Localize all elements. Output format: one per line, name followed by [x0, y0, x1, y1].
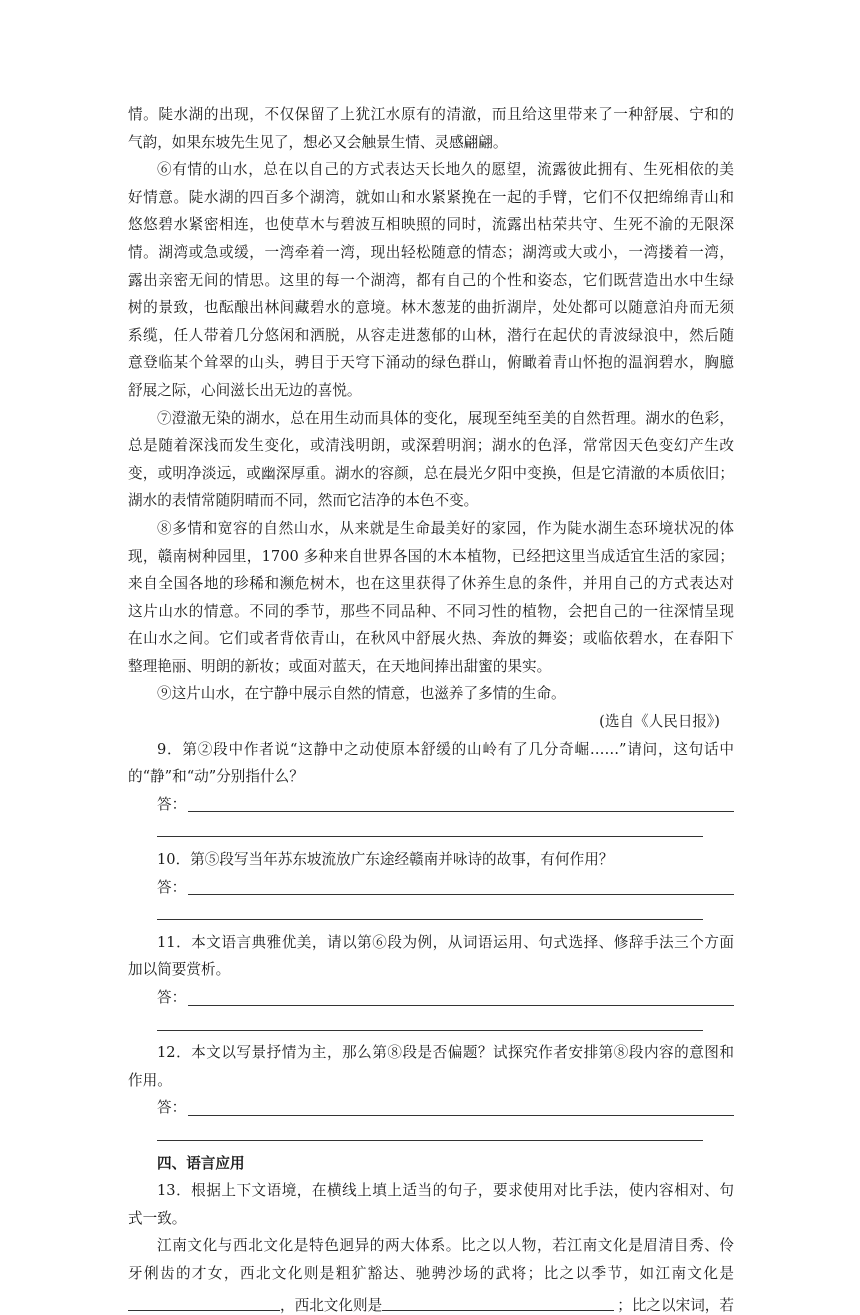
answer-line[interactable]: [188, 1097, 734, 1116]
paragraph-8-line: 这片山水的情意。不同的季节，那些不同品种、不同习性的植物，会把自己的一往深情呈现: [128, 602, 734, 620]
paragraph-6-line: 舒展之际，心间滋长出无边的喜悦。: [128, 381, 362, 399]
answer-11[interactable]: [128, 984, 734, 1012]
question-12-line: 12．本文以写景抒情为主，那么第⑧段是否偏题？试探究作者安排第⑧段内容的意图和: [157, 1044, 734, 1062]
question-13-text-line: 牙俐齿的才女，西北文化则是粗犷豁达、驰骋沙场的武将；比之以季节，如江南文化是: [128, 1264, 734, 1282]
answer-label: 答：: [157, 795, 187, 813]
paragraph-6-line: 好情意。陡水湖的四百多个湖湾，就如山和水紧紧挽在一起的手臂，它们不仅把绵绵青山和: [128, 188, 734, 206]
paragraph-8-line: 在山水之间。它们或者背依青山，在秋风中舒展火热、奔放的舞姿；或临依碧水，在春阳下: [128, 630, 734, 648]
question-9-line: 的“静”和“动”分别指什么？: [128, 768, 304, 786]
paragraph-6-line: 情。湖湾或急或缓，一湾牵着一湾，现出轻松随意的情态；湖湾或大或小，一湾搂着一湾，: [128, 243, 734, 261]
text-column: [128, 101, 734, 1315]
answer-10-continuation[interactable]: [128, 901, 734, 929]
section-heading: 四、语言应用: [157, 1154, 245, 1172]
fill-text-end: ；比之以宋词，若: [617, 1297, 734, 1315]
answer-12[interactable]: [128, 1094, 734, 1122]
paragraph-7-line: ⑦澄澈无染的湖水，总在用生动而具体的变化，展现至纯至美的自然哲理。湖水的色彩，: [157, 409, 734, 427]
answer-label: 答：: [157, 1099, 187, 1117]
answer-line[interactable]: [157, 1122, 703, 1141]
source-citation: (选自《人民日报》): [599, 713, 720, 731]
answer-11-continuation[interactable]: [128, 1012, 734, 1040]
paragraph-6-line: ⑥有情的山水，总在以自己的方式表达天长地久的愿望，流露彼此拥有、生死相依的美: [157, 161, 734, 179]
paragraph-8-line: 现，赣南树种园里，1700 多种来自世界各国的木本植物，已经把这里当成适宜生活的家园；: [128, 547, 734, 565]
fill-text-mid: ，西北文化则是: [280, 1297, 383, 1315]
paragraph-6-line: 露出亲密无间的情思。这里的每一个湖湾，都有自己的个性和姿态，它们既营造出水中生绿: [128, 271, 734, 289]
answer-label: 答：: [157, 989, 187, 1006]
question-13-fill-row: [128, 1288, 734, 1315]
answer-line[interactable]: [157, 1012, 703, 1031]
paragraph-6-line: 树的景致，也酝酿出林间藏碧水的意境。林木葱茏的曲折湖岸，处处都可以随意泊舟而无须: [128, 299, 734, 317]
answer-10[interactable]: [128, 874, 734, 902]
answer-9-continuation[interactable]: [128, 818, 734, 846]
paragraph-6-line: 系缆，任人带着几分悠闲和洒脱，从容走进葱郁的山林，潜行在起伏的青波绿浪中，然后随: [128, 326, 734, 344]
question-13-line: 式一致。: [128, 1209, 187, 1227]
answer-12-continuation[interactable]: [128, 1122, 734, 1150]
fill-blank-1[interactable]: [128, 1292, 280, 1311]
paragraph-line: 气韵，如果东坡先生见了，想必又会触景生情、灵感翩翩。: [128, 133, 508, 151]
answer-line[interactable]: [188, 793, 734, 812]
paragraph-7-line: 变，或明净淡远，或幽深厚重。湖水的容颜，总在晨光夕阳中变换，但是它清澈的本质依旧；: [128, 464, 734, 482]
question-13-text-line: 江南文化与西北文化是特色迥异的两大体系。比之以人物，若江南文化是眉清目秀、伶: [157, 1237, 734, 1255]
paragraph-7-line: 湖水的表情常随阴晴而不同，然而它洁净的本色不变。: [128, 492, 479, 510]
question-9-line: 9．第②段中作者说“这静中之动使原本舒缓的山岭有了几分奇崛……”请问，这句话中: [157, 740, 734, 758]
answer-line[interactable]: [157, 901, 703, 920]
question-11-line: 11．本文语言典雅优美，请以第⑥段为例，从词语运用、句式选择、修辞手法三个方面: [157, 933, 734, 951]
paragraph-9: ⑨这片山水，在宁静中展示自然的情意，也滋养了多情的生命。: [157, 685, 566, 703]
paragraph-8-line: 整理艳丽、明朗的新妆；或面对蓝天，在天地间捧出甜蜜的果实。: [128, 657, 552, 675]
paragraph-6-line: 悠悠碧水紧密相连，也使草木与碧波互相映照的同时，流露出枯荣共守、生死不渝的无限深: [128, 216, 734, 234]
question-11-line: 加以简要赏析。: [128, 961, 231, 979]
paragraph-8-line: 来自全国各地的珍稀和濒危树木，也在这里获得了休养生息的条件，并用自己的方式表达对: [128, 575, 734, 593]
answer-line[interactable]: [157, 818, 703, 837]
answer-9[interactable]: [128, 791, 734, 819]
question-12-line: 作用。: [128, 1071, 172, 1089]
question-10: 10．第⑤段写当年苏东坡流放广东途经赣南并咏诗的故事，有何作用？: [157, 851, 614, 869]
paragraph-6-line: 意登临某个耸翠的山头，骋目于天穹下涌动的绿色群山，俯瞰着青山怀抱的温润碧水，胸臆: [128, 354, 734, 372]
answer-label: 答：: [157, 878, 187, 896]
answer-line[interactable]: [188, 987, 734, 1006]
fill-blank-2[interactable]: [382, 1292, 614, 1311]
paragraph-8-line: ⑧多情和宽容的自然山水，从来就是生命最美好的家园，作为陡水湖生态环境状况的体: [157, 519, 734, 537]
paragraph-line: 情。陡水湖的出现，不仅保留了上犹江水原有的清澈，而且给这里带来了一种舒展、宁和的: [128, 106, 734, 123]
paragraph-7-line: 总是随着深浅而发生变化，或清浅明朗，或深碧明润；湖水的色泽，常常因天色变幻产生改: [128, 437, 734, 455]
question-13-line: 13．根据上下文语境，在横线上填上适当的句子，要求使用对比手法，使内容相对、句: [157, 1182, 734, 1200]
answer-line[interactable]: [188, 876, 734, 895]
